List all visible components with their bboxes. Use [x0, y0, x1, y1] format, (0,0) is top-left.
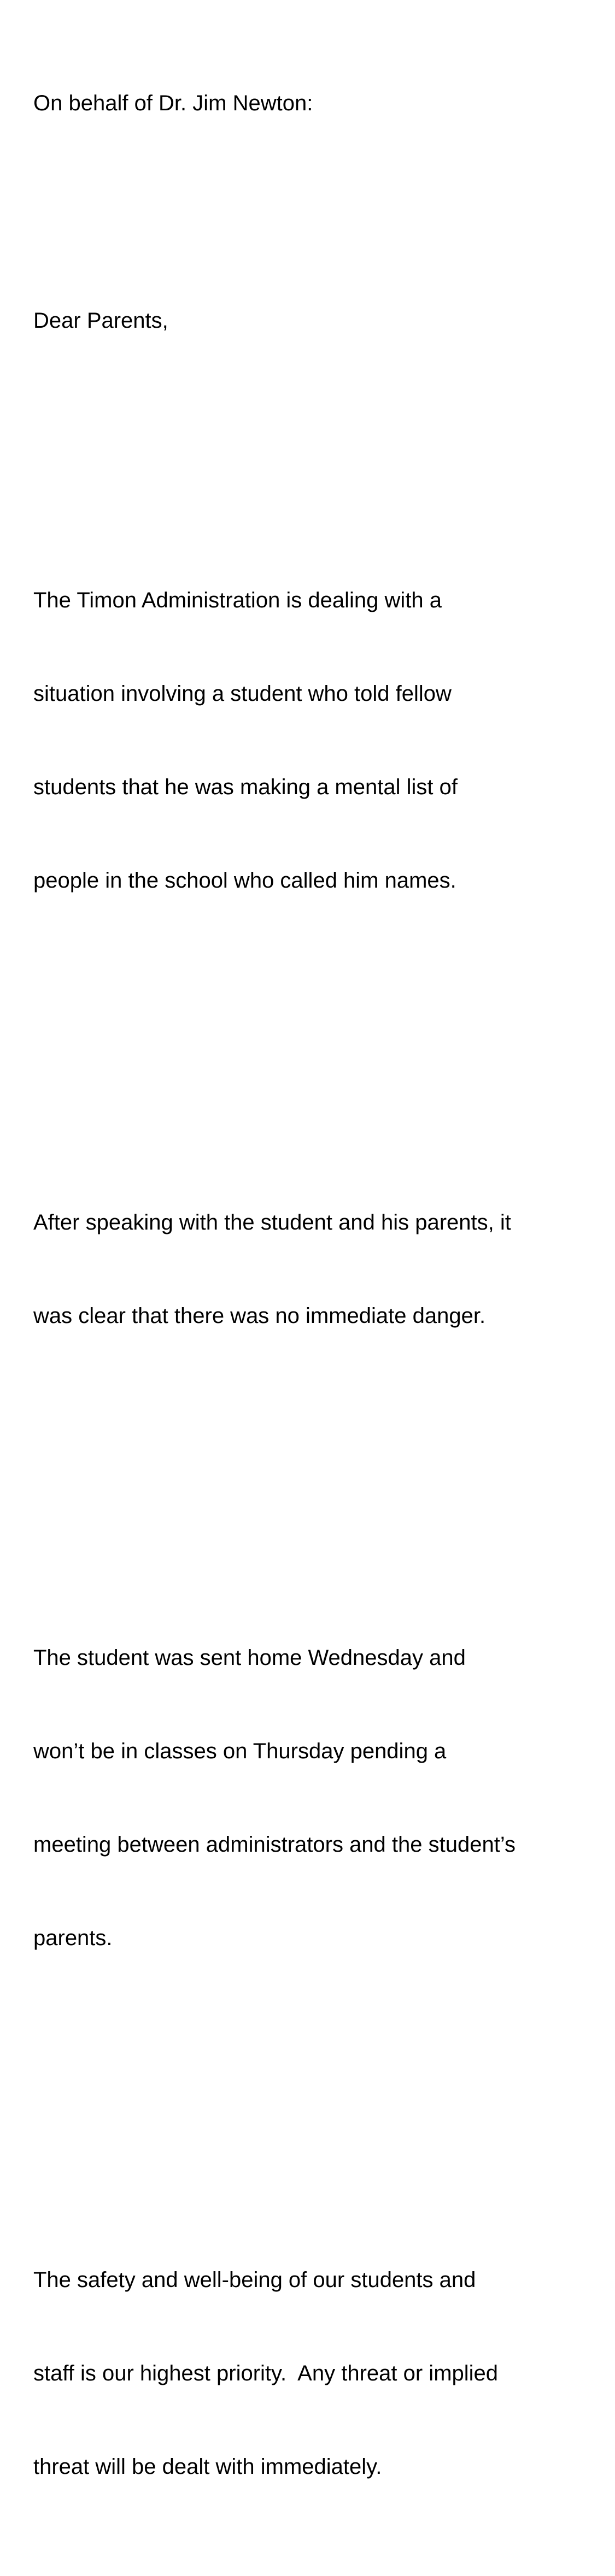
paragraph-safety: [33, 2202, 602, 2545]
text-line: staff is our highest priority. Any threat or implied: [33, 2361, 499, 2385]
text-line: The student was sent home Wednesday and: [33, 1646, 466, 1670]
text-line: students that he was making a mental list of: [33, 775, 458, 799]
salutation-line: Dear Parents,: [33, 309, 168, 333]
text-line: The safety and well-being of our students and: [33, 2268, 476, 2292]
text-line: won’t be in classes on Thursday pending a: [33, 1739, 447, 1763]
paragraph-situation: [33, 523, 602, 959]
paragraph-spacer: [33, 2078, 602, 2109]
paragraph-spacer: [33, 399, 602, 429]
text-line: meeting between administrators and the student’s: [33, 1833, 516, 1857]
paragraph-spacer: [33, 1456, 602, 1487]
paragraph-spacer: [33, 1021, 602, 1051]
letter-document: [33, 26, 602, 2576]
text-line: people in the school who called him names.: [33, 868, 456, 893]
text-line: The Timon Administration is dealing with a: [33, 588, 442, 612]
attribution-line: On behalf of Dr. Jim Newton:: [33, 91, 313, 115]
text-line: situation involving a student who told fellow: [33, 682, 452, 706]
paragraph-spacer: [33, 181, 602, 212]
paragraph-action: [33, 1580, 602, 2016]
text-line: was clear that there was no immediate danger.: [33, 1304, 486, 1328]
text-line: After speaking with the student and his parents, it: [33, 1210, 511, 1234]
paragraph-assessment: [33, 1145, 602, 1394]
text-line: threat will be dealt with immediately.: [33, 2455, 382, 2479]
text-line: parents.: [33, 1926, 113, 1950]
